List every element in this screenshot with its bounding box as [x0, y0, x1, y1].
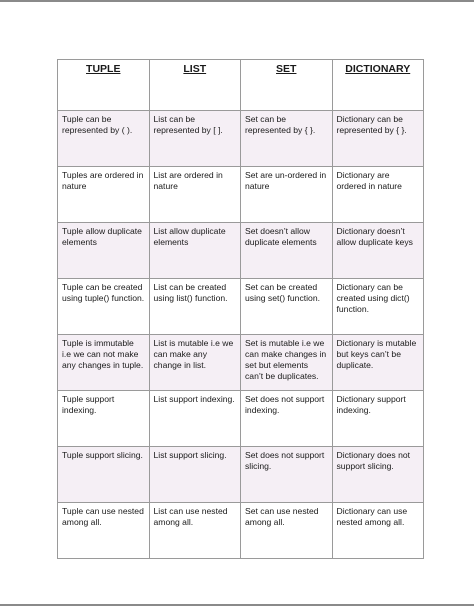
cell-text: Dictionary can be created using dict() function. [336, 282, 410, 314]
cell-text: Set is mutable i.e we can make changes in set but elements can’t be duplicates. [245, 338, 327, 381]
table-cell [58, 111, 150, 167]
table-cell [332, 391, 424, 447]
table-row [58, 335, 424, 391]
table-row [58, 111, 424, 167]
cell-text: Dictionary doesn’t allow duplicate keys [336, 226, 413, 247]
table-cell [58, 503, 150, 559]
table-row [58, 391, 424, 447]
header-dictionary: DICTIONARY [332, 60, 424, 111]
header-set: SET [241, 60, 333, 111]
table-cell [332, 111, 424, 167]
header-tuple: TUPLE [58, 60, 150, 111]
cell-text: Tuples are ordered in nature [62, 170, 144, 191]
table-cell [149, 391, 241, 447]
cell-text: Tuple can be represented by ( ). [62, 114, 133, 135]
table-cell [332, 279, 424, 335]
table-cell [332, 223, 424, 279]
table-cell [58, 223, 150, 279]
cell-text: Set can be represented by { }. [245, 114, 316, 135]
cell-text: Dictionary support indexing. [336, 394, 406, 415]
table-cell [332, 447, 424, 503]
table-cell [58, 391, 150, 447]
table-cell [241, 223, 333, 279]
cell-text: Set can be created using set() function. [245, 282, 320, 303]
table-cell [149, 279, 241, 335]
table-cell [149, 223, 241, 279]
table-row [58, 503, 424, 559]
cell-text: Tuple can use nested among all. [62, 506, 144, 527]
cell-text: List can use nested among all. [153, 506, 228, 527]
cell-text: Set doesn’t allow duplicate elements [245, 226, 317, 247]
cell-text: List allow duplicate elements [153, 226, 226, 247]
table-cell [332, 167, 424, 223]
table-cell [241, 335, 333, 391]
cell-text: Set can use nested among all. [245, 506, 319, 527]
table-cell [241, 447, 333, 503]
table-cell [58, 447, 150, 503]
table-cell [58, 335, 150, 391]
table-cell [241, 167, 333, 223]
cell-text: Dictionary can be represented by { }. [336, 114, 407, 135]
cell-text: Dictionary is mutable but keys can’t be duplicate. [336, 338, 417, 370]
table-cell [149, 111, 241, 167]
table-row [58, 279, 424, 335]
table-cell [58, 279, 150, 335]
cell-text: List can be created using list() function. [153, 282, 228, 303]
table-cell [241, 111, 333, 167]
table-row [58, 167, 424, 223]
comparison-table [57, 59, 424, 559]
table-cell [149, 447, 241, 503]
cell-text: Dictionary can use nested among all. [336, 506, 408, 527]
table-cell [241, 391, 333, 447]
cell-text: List can be represented by [ ]. [153, 114, 223, 135]
table-cell [149, 167, 241, 223]
cell-text: List is mutable i.e we can make any change in list. [153, 338, 234, 370]
table-cell [58, 167, 150, 223]
cell-text: Set are un-ordered in nature [245, 170, 327, 191]
header-row [58, 60, 424, 111]
table-row [58, 223, 424, 279]
cell-text: Dictionary does not support slicing. [336, 450, 411, 471]
cell-text: List are ordered in nature [153, 170, 223, 191]
cell-text: Set does not support indexing. [245, 394, 325, 415]
cell-text: Tuple is immutable i.e we can not make any changes in tuple. [62, 338, 144, 370]
cell-text: Tuple support indexing. [62, 394, 115, 415]
cell-text: Set does not support slicing. [245, 450, 325, 471]
cell-text: Tuple allow duplicate elements [62, 226, 142, 247]
cell-text: List support indexing. [153, 394, 235, 404]
cell-text: Dictionary are ordered in nature [336, 170, 402, 191]
table-cell [332, 503, 424, 559]
cell-text: Tuple can be created using tuple() function. [62, 282, 145, 303]
cell-text: List support slicing. [153, 450, 227, 460]
cell-text: Tuple support slicing. [62, 450, 143, 460]
table-cell [149, 335, 241, 391]
table-cell [241, 279, 333, 335]
table-row [58, 447, 424, 503]
table-cell [149, 503, 241, 559]
table-cell [332, 335, 424, 391]
header-list: LIST [149, 60, 241, 111]
table-cell [241, 503, 333, 559]
